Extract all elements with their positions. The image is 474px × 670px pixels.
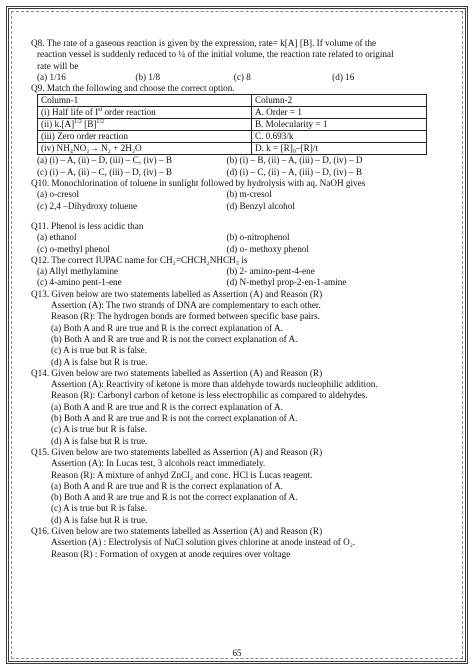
option-a: (a) 1/16 xyxy=(37,71,66,82)
question-10 xyxy=(31,178,447,212)
options-row xyxy=(31,232,447,243)
options-row xyxy=(31,155,447,166)
table-header-row xyxy=(38,95,427,107)
table-cell: (ii) $k.[A]^{1/2}$ $[B]^{1/2}$ xyxy=(38,119,252,131)
option-d: (d) (i) – C, (ii) – A, (iii) – D, (iv) – B xyxy=(226,166,363,177)
reason-text: Reason (R): The hydrogen bonds are formed between specific base pairs. xyxy=(51,311,320,322)
question-11 xyxy=(31,221,447,255)
question-number: Q13. xyxy=(31,288,50,299)
options-row xyxy=(31,266,447,277)
options-row xyxy=(31,277,447,288)
table-header: Column-2 xyxy=(251,95,426,107)
option-b: (b) 2- amino-pent-4-ene xyxy=(226,266,315,277)
table-header: Column-1 xyxy=(38,95,252,107)
option-d: (d) A is false but R is true. xyxy=(51,435,148,446)
option-a: (a) Both A and R are true and R is the correct explanation of A. xyxy=(51,322,283,333)
option-a: (a) Both A and R are true and R is the correct explanation of A. xyxy=(51,401,283,412)
table-row xyxy=(38,131,427,143)
question-13 xyxy=(31,289,447,368)
options-row xyxy=(31,72,447,83)
question-text: The rate of a gaseous reaction is given by the expression, rate= k[A] [B]. If volume of the xyxy=(46,38,377,48)
option-a: (a) o-cresol xyxy=(37,189,80,200)
options-row xyxy=(31,167,447,178)
option-d: (d) Benzyl alcohol xyxy=(226,200,295,211)
assertion-text: Assertion (A): The two strands of DNA are complementary to each other. xyxy=(51,300,321,311)
option-b: (b) Both A and R are true and R is not the correct explanation of A. xyxy=(51,413,298,424)
option-a: (a) (i) – A, (ii) – D, (iii) – C, (iv) – B xyxy=(37,155,172,166)
question-14 xyxy=(31,368,447,447)
options-row xyxy=(31,244,447,255)
option-c: (c) A is true but R is false. xyxy=(51,424,147,435)
question-text: Phenol is less acidic than xyxy=(51,220,144,231)
option-d: (d) 16 xyxy=(332,71,355,82)
question-number: Q12. xyxy=(31,254,50,265)
question-number: Q11. xyxy=(31,220,49,231)
question-text: Monochlorination of toluene in sunlight followed by hydrolysis with aq. NaOH gives xyxy=(51,178,366,189)
question-number: Q15. xyxy=(31,446,50,457)
assertion-text: Assertion (A): In Lucas test, 3 alcohols react immediately. xyxy=(51,458,266,469)
question-text: reaction vessel is suddenly reduced to ¼ of the initial volume, the reaction rate related to original xyxy=(37,49,394,60)
table-row xyxy=(38,119,427,131)
page-number: 65 xyxy=(232,648,242,658)
option-a: (a) Both A and R are true and R is the correct explanation of A. xyxy=(51,480,283,491)
option-c: (c) 8 xyxy=(233,71,251,82)
option-c: (c) (i) – A, (ii) – C, (iii) – D, (iv) – B xyxy=(37,166,172,177)
table-cell: (i) Half life of Ist order reaction xyxy=(38,107,252,119)
question-12 xyxy=(31,255,447,289)
question-text: Given below are two statements labelled as Assertion (A) and Reason (R) xyxy=(51,367,323,378)
option-b: (b) m-cresol xyxy=(226,189,272,200)
option-c: (c) 4-amino pent-1-ene xyxy=(37,277,122,288)
assertion-text: Assertion (A) : Electrolysis of NaCl solution gives chlorine at anode instead of O₂. xyxy=(51,537,356,548)
option-a: (a) Allyl methylamine xyxy=(37,266,119,277)
table-cell: (iv) NH₄NO₂→ N₂ + 2H₂O xyxy=(38,143,252,155)
option-b: (b) Both A and R are true and R is not the correct explanation of A. xyxy=(51,492,298,503)
table-cell: A. Order = 1 xyxy=(251,107,426,119)
question-number: Q8. xyxy=(31,38,45,48)
table-cell: (iii) Zero order reaction xyxy=(38,131,252,143)
page-content xyxy=(31,38,447,560)
option-b: (b) 1/8 xyxy=(135,71,161,82)
table-row xyxy=(38,107,427,119)
question-8 xyxy=(31,38,447,83)
option-d: (d) A is false but R is true. xyxy=(51,356,148,367)
options-row xyxy=(31,189,447,200)
option-c: (c) o-methyl phenol xyxy=(37,243,110,254)
option-a: (a) ethanol xyxy=(37,232,77,243)
table-row xyxy=(38,143,427,155)
question-9 xyxy=(31,83,447,178)
option-b: (b) Both A and R are true and R is not the correct explanation of A. xyxy=(51,333,298,344)
option-b: (b) o-nitrophenol xyxy=(226,232,290,243)
match-table xyxy=(37,94,427,155)
question-number: Q10. xyxy=(31,178,50,189)
question-text: The correct IUPAC name for CH₂=CHCH₂NHCH₃ is xyxy=(51,254,248,265)
question-number: Q16. xyxy=(31,525,50,536)
table-cell: B. Molecularity = 1 xyxy=(251,119,426,131)
reason-text: Reason (R) : Formation of oxygen at anode requires over voltage xyxy=(51,548,291,559)
question-15 xyxy=(31,447,447,526)
option-d: (d) N-methyl prop-2-en-1-amine xyxy=(226,277,347,288)
question-text: Given below are two statements labelled as Assertion (A) and Reason (R) xyxy=(51,288,323,299)
assertion-text: Assertion (A): Reactivity of ketone is more than aldehyde towards nucleophilic addition. xyxy=(51,379,378,390)
question-text: Given below are two statements labelled as Assertion (A) and Reason (R) xyxy=(51,446,323,457)
option-c: (c) A is true but R is false. xyxy=(51,503,147,514)
option-b: (b) (i) – B, (ii) – A, (iii) – D, (iv) – D xyxy=(226,155,363,166)
question-16 xyxy=(31,526,447,560)
question-text: Given below are two statements labelled as Assertion (A) and Reason (R) xyxy=(51,525,323,536)
option-c: (c) A is true but R is false. xyxy=(51,345,147,356)
options-row xyxy=(31,201,447,212)
table-cell: C. 0.693/k xyxy=(251,131,426,143)
option-c: (c) 2,4 –Dihydroxy toluene xyxy=(37,200,138,211)
question-number: Q14. xyxy=(31,367,50,378)
question-text: Match the following and choose the correct option. xyxy=(46,83,235,94)
question-text: rate will be xyxy=(37,60,79,71)
reason-text: Reason (R): Carbonyl carbon of ketone is less electrophilic as compared to aldehydes. xyxy=(51,390,368,401)
table-cell: D. k = [R]₀–[R]/t xyxy=(251,143,426,155)
reason-text: Reason (R): A mixture of anhyd ZnCl₂ and conc. HCl is Lucas reagent. xyxy=(51,469,313,480)
option-d: (d) A is false but R is true. xyxy=(51,514,148,525)
question-number: Q9. xyxy=(31,83,45,94)
option-d: (d) o- methoxy phenol xyxy=(226,243,309,254)
